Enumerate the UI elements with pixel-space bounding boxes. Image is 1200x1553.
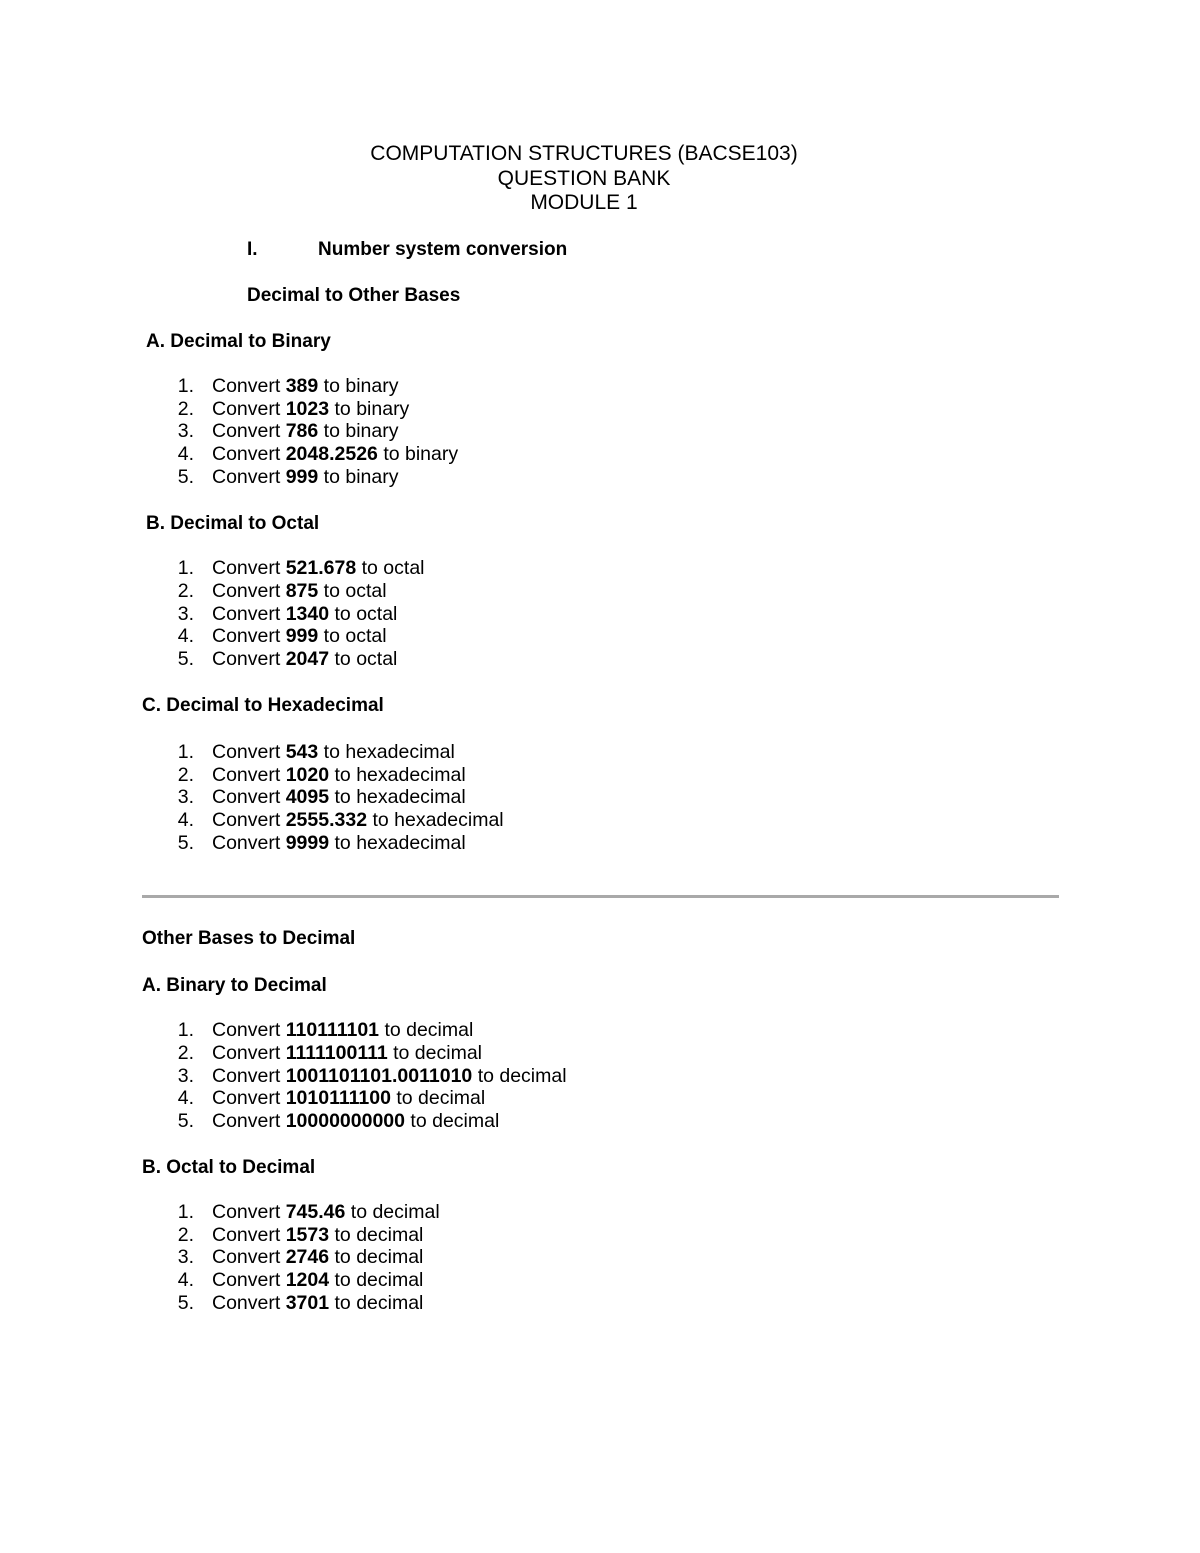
item-value: 786: [285, 420, 319, 442]
item-text: Convert 2746 to decimal: [212, 1246, 424, 1268]
heading-octal-to-decimal: B. Octal to Decimal: [142, 1157, 316, 1178]
document-title: COMPUTATION STRUCTURES (BACSE103): [370, 142, 798, 165]
item-number: 2.: [177, 1042, 194, 1064]
item-value: 1020: [285, 764, 330, 786]
item-number: 3.: [177, 420, 194, 442]
list-item: [0, 786, 800, 809]
item-text: Convert 543 to hexadecimal: [212, 741, 455, 763]
item-text: Convert 110111101 to decimal: [212, 1019, 474, 1041]
list-item: [0, 648, 800, 671]
heading-decimal-to-octal: B. Decimal to Octal: [146, 513, 320, 534]
item-value: 1204: [285, 1269, 330, 1291]
item-number: 2.: [177, 398, 194, 420]
list-item: [0, 375, 800, 398]
item-text: Convert 521.678 to octal: [212, 557, 425, 579]
item-text: Convert 4095 to hexadecimal: [212, 786, 466, 808]
item-value: 1001101101.0011010: [285, 1065, 473, 1087]
item-text: Convert 2047 to octal: [212, 648, 398, 670]
list-item: [0, 1269, 800, 1292]
item-value: 9999: [285, 832, 330, 854]
item-number: 5.: [177, 1292, 194, 1314]
item-text: Convert 1111100111 to decimal: [212, 1042, 482, 1064]
item-value: 10000000000: [285, 1110, 405, 1132]
item-number: 4.: [177, 809, 194, 831]
item-number: 5.: [177, 1110, 194, 1132]
item-text: Convert 999 to binary: [212, 466, 399, 488]
item-number: 4.: [177, 625, 194, 647]
item-value: 1340: [285, 603, 330, 625]
item-number: 1.: [177, 557, 194, 579]
item-value: 1573: [285, 1224, 330, 1246]
item-value: 389: [285, 375, 319, 397]
heading-binary-to-decimal: A. Binary to Decimal: [142, 975, 327, 996]
item-number: 5.: [177, 648, 194, 670]
item-text: Convert 3701 to decimal: [212, 1292, 424, 1314]
list-item: [0, 832, 800, 855]
item-value: 1111100111: [285, 1042, 388, 1064]
heading-decimal-to-binary: A. Decimal to Binary: [146, 331, 331, 352]
item-text: Convert 2555.332 to hexadecimal: [212, 809, 504, 831]
list-item: [0, 443, 800, 466]
item-value: 2746: [285, 1246, 330, 1268]
document-subtitle: QUESTION BANK: [497, 167, 671, 190]
item-number: 4.: [177, 443, 194, 465]
list-item: [0, 466, 800, 489]
item-number: 2.: [177, 764, 194, 786]
item-text: Convert 875 to octal: [212, 580, 387, 602]
item-number: 1.: [177, 375, 194, 397]
list-item: [0, 557, 800, 580]
item-text: Convert 389 to binary: [212, 375, 399, 397]
list-item: [0, 398, 800, 421]
item-number: 2.: [177, 580, 194, 602]
item-text: Convert 1340 to octal: [212, 603, 398, 625]
item-text: Convert 10000000000 to decimal: [212, 1110, 500, 1132]
item-value: 999: [285, 466, 319, 488]
item-value: 2048.2526: [285, 443, 378, 465]
item-text: Convert 2048.2526 to binary: [212, 443, 459, 465]
item-text: Convert 1001101101.0011010 to decimal: [212, 1065, 567, 1087]
subsection-title-other-to-decimal: Other Bases to Decimal: [142, 928, 356, 949]
item-value: 3701: [285, 1292, 330, 1314]
item-number: 3.: [177, 1246, 194, 1268]
section-divider: [142, 895, 1059, 898]
list-item: [0, 809, 800, 832]
heading-decimal-to-hexadecimal: C. Decimal to Hexadecimal: [142, 695, 384, 716]
list-item: [0, 1065, 800, 1088]
item-value: 4095: [285, 786, 330, 808]
item-number: 1.: [177, 1201, 194, 1223]
list-item: [0, 1292, 800, 1315]
item-number: 4.: [177, 1269, 194, 1291]
item-text: Convert 9999 to hexadecimal: [212, 832, 466, 854]
item-value: 543: [285, 741, 319, 763]
item-value: 110111101: [285, 1019, 380, 1041]
item-number: 1.: [177, 741, 194, 763]
item-number: 4.: [177, 1087, 194, 1109]
list-item: [0, 603, 800, 626]
item-value: 2555.332: [285, 809, 368, 831]
item-number: 5.: [177, 832, 194, 854]
list-item: [0, 741, 800, 764]
item-value: 745.46: [285, 1201, 346, 1223]
item-number: 1.: [177, 1019, 194, 1041]
list-item: [0, 580, 800, 603]
item-text: Convert 786 to binary: [212, 420, 399, 442]
list-item: [0, 1087, 800, 1110]
item-value: 999: [285, 625, 319, 647]
item-number: 2.: [177, 1224, 194, 1246]
list-item: [0, 1201, 800, 1224]
list-item: [0, 625, 800, 648]
subsection-title-decimal-to-other: Decimal to Other Bases: [247, 285, 461, 306]
item-value: 1023: [285, 398, 330, 420]
item-text: Convert 999 to octal: [212, 625, 387, 647]
item-text: Convert 1573 to decimal: [212, 1224, 424, 1246]
list-item: [0, 1224, 800, 1247]
list-item: [0, 1246, 800, 1269]
item-number: 5.: [177, 466, 194, 488]
section-numeral: I.: [247, 239, 258, 260]
item-value: 1010111100: [285, 1087, 391, 1109]
module-label: MODULE 1: [530, 191, 638, 214]
list-item: [0, 1110, 800, 1133]
item-text: Convert 1020 to hexadecimal: [212, 764, 466, 786]
item-value: 521.678: [285, 557, 357, 579]
item-text: Convert 745.46 to decimal: [212, 1201, 440, 1223]
item-text: Convert 1023 to binary: [212, 398, 410, 420]
list-item: [0, 764, 800, 787]
list-item: [0, 1042, 800, 1065]
item-number: 3.: [177, 1065, 194, 1087]
item-number: 3.: [177, 786, 194, 808]
section-title: Number system conversion: [318, 239, 568, 260]
item-text: Convert 1204 to decimal: [212, 1269, 424, 1291]
list-item: [0, 420, 800, 443]
item-text: Convert 1010111100 to decimal: [212, 1087, 486, 1109]
list-item: [0, 1019, 800, 1042]
item-number: 3.: [177, 603, 194, 625]
item-value: 2047: [285, 648, 330, 670]
item-value: 875: [285, 580, 319, 602]
